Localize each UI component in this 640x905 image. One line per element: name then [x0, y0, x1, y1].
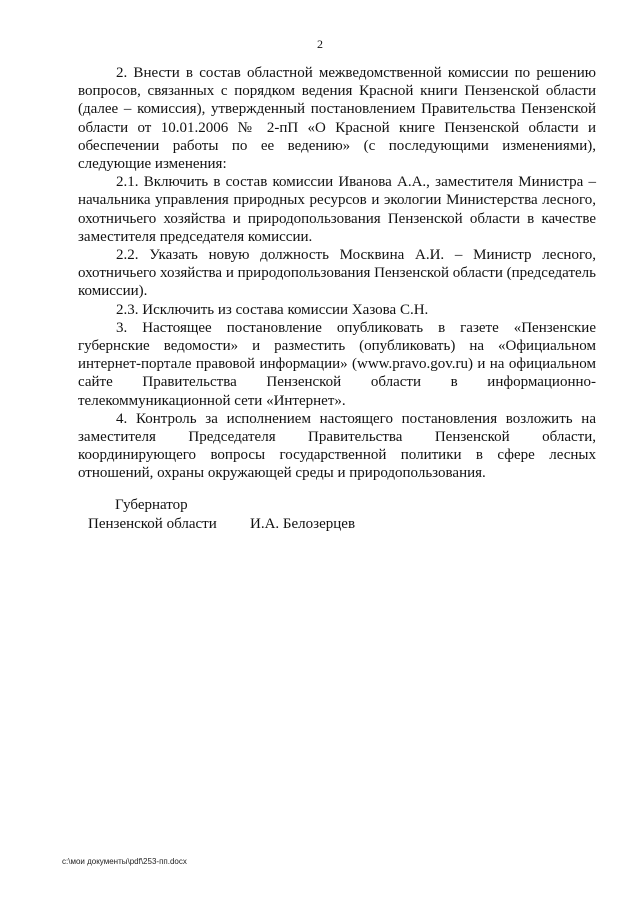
paragraph-3: 3. Настоящее постановление опубликовать в газете «Пензенские губернские ведомости» и разместить (опубликовать) на «Официальном интернет-портале правовой информации» (www.pravo.gov.ru) и на официальном сайте Правительства Пензенской области в информационно-телекоммуникационной сети «Интернет». — [78, 319, 596, 409]
paragraph-2-2: 2.2. Указать новую должность Москвина А.И. – Министр лесного, охотничьего хозяйства и природопользования Пензенской области (председатель комиссии). — [78, 247, 596, 300]
paragraph-2-1: 2.1. Включить в состав комиссии Иванова А.А., заместителя Министра – начальника управления природных ресурсов и экологии Министерства лесного, охотничьего хозяйства и природопользования Пензенской области в качестве заместителя председателя комиссии. — [78, 174, 596, 245]
paragraph-2-3: 2.3. Исключить из состава комиссии Хазова С.Н. — [116, 301, 429, 318]
footer-file-path: c:\мои документы\pdf\253-пп.docx — [62, 857, 187, 866]
document-body — [78, 64, 596, 483]
signatory-title-line2: Пензенской области — [88, 516, 217, 532]
signatory-name: И.А. Белозерцев — [250, 516, 356, 532]
page-number: 2 — [317, 37, 323, 51]
paragraph-4: 4. Контроль за исполнением настоящего постановления возложить на заместителя Председателя Правительства Пензенской области, координирующего вопросы государственной политики в сфере лесных отношений, охраны окружающей среды и природопользования. — [78, 410, 596, 482]
signatory-title-line1: Губернатор — [115, 497, 188, 513]
paragraph-2: 2. Внести в состав областной межведомственной комиссии по решению вопросов, связанных с порядком ведения Красной книги Пензенской области (далее – комиссия), утвержденный постановлением Правительства Пензенской области от 10.01.2006 № 2-пП «О Красной книге Пензенской области и обеспечении работы по ее ведению» (с последующими изменениями), следующие изменения: — [78, 65, 596, 173]
